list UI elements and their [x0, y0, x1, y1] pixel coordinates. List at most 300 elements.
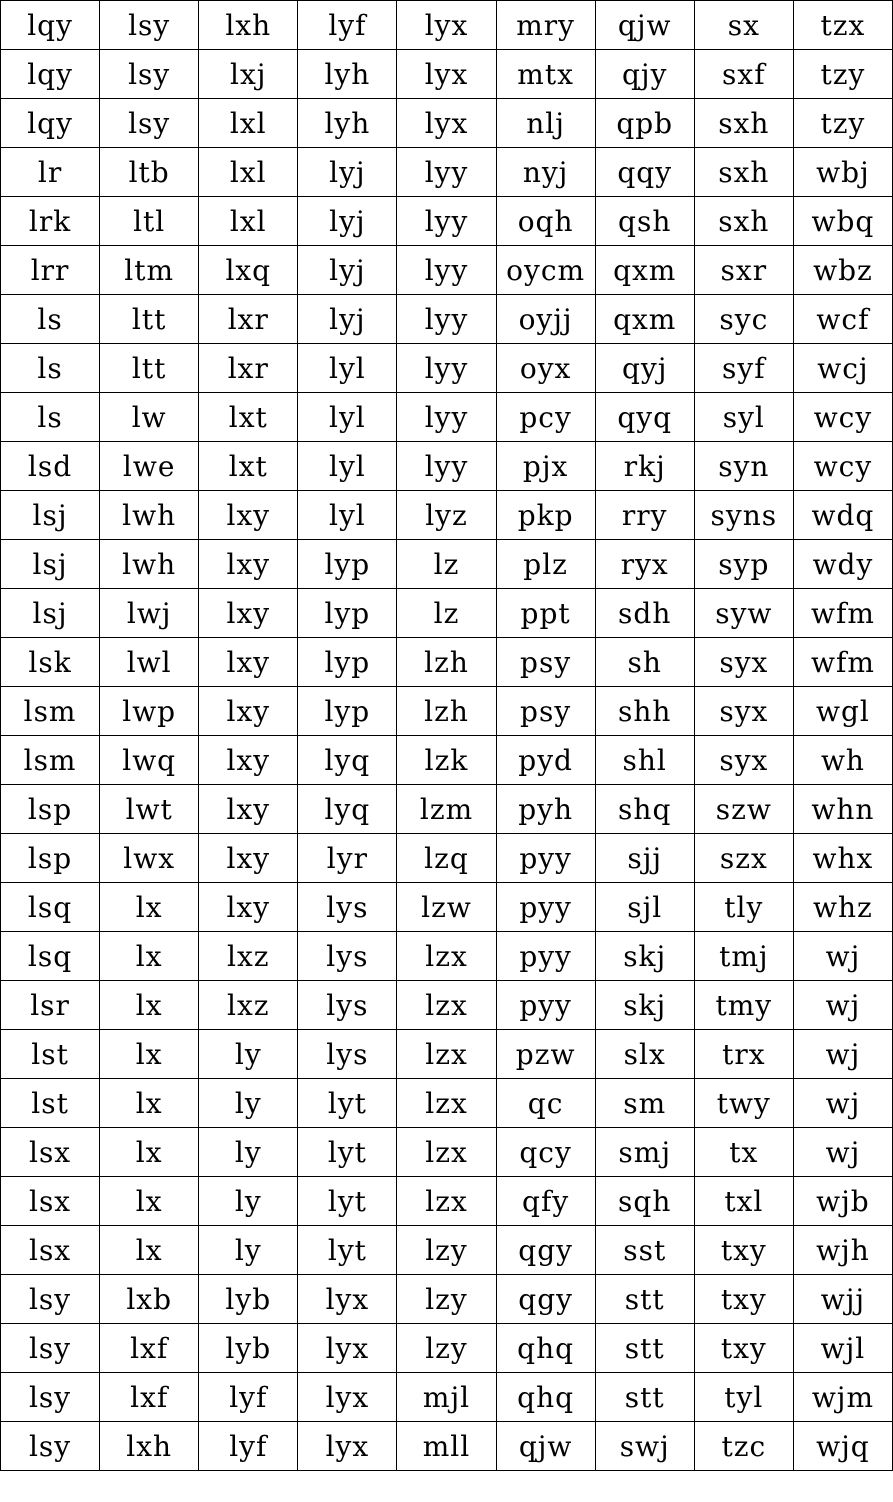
table-cell: ly: [199, 1128, 298, 1177]
table-cell: lys: [298, 883, 397, 932]
table-cell: lyp: [298, 589, 397, 638]
table-cell: qhq: [496, 1324, 595, 1373]
table-cell: oyjj: [496, 295, 595, 344]
table-cell: lsx: [1, 1128, 100, 1177]
table-cell: lzx: [397, 932, 496, 981]
table-cell: stt: [595, 1275, 694, 1324]
table-cell: lxl: [199, 197, 298, 246]
table-row: [1, 687, 893, 736]
table-row: [1, 491, 893, 540]
table-cell: tzy: [793, 50, 892, 99]
table-row: [1, 246, 893, 295]
table-cell: ls: [1, 393, 100, 442]
table-cell: lyf: [298, 1, 397, 50]
table-cell: ltb: [100, 148, 199, 197]
table-cell: sjj: [595, 834, 694, 883]
table-cell: lyx: [298, 1275, 397, 1324]
table-cell: lsj: [1, 540, 100, 589]
table-cell: mll: [397, 1422, 496, 1471]
table-cell: pyy: [496, 883, 595, 932]
table-cell: wjj: [793, 1275, 892, 1324]
table-cell: lyr: [298, 834, 397, 883]
table-row: [1, 883, 893, 932]
table-cell: lyq: [298, 736, 397, 785]
table-cell: tly: [694, 883, 793, 932]
table-row: [1, 981, 893, 1030]
table-cell: pyd: [496, 736, 595, 785]
table-row: [1, 1177, 893, 1226]
table-cell: lxz: [199, 981, 298, 1030]
table-cell: lyf: [199, 1373, 298, 1422]
table-row: [1, 1373, 893, 1422]
table-cell: lyx: [397, 1, 496, 50]
table-row: [1, 1324, 893, 1373]
table-row: [1, 393, 893, 442]
table-cell: lyj: [298, 197, 397, 246]
table-cell: lrk: [1, 197, 100, 246]
table-cell: wj: [793, 1030, 892, 1079]
table-cell: wj: [793, 1079, 892, 1128]
table-cell: syn: [694, 442, 793, 491]
table-cell: slx: [595, 1030, 694, 1079]
table-cell: lzx: [397, 981, 496, 1030]
table-cell: pjx: [496, 442, 595, 491]
table-cell: lxb: [100, 1275, 199, 1324]
table-cell: qxm: [595, 295, 694, 344]
table-cell: sh: [595, 638, 694, 687]
table-cell: pcy: [496, 393, 595, 442]
table-cell: lyy: [397, 442, 496, 491]
table-cell: swj: [595, 1422, 694, 1471]
table-cell: qcy: [496, 1128, 595, 1177]
table-cell: lqy: [1, 1, 100, 50]
table-row: [1, 1030, 893, 1079]
table-cell: lx: [100, 1128, 199, 1177]
table-cell: lzy: [397, 1226, 496, 1275]
table-cell: whx: [793, 834, 892, 883]
table-row: [1, 834, 893, 883]
table-cell: syns: [694, 491, 793, 540]
table-cell: lyx: [397, 99, 496, 148]
table-cell: lx: [100, 1079, 199, 1128]
table-cell: wjl: [793, 1324, 892, 1373]
table-cell: syx: [694, 736, 793, 785]
table-cell: txy: [694, 1275, 793, 1324]
table-cell: ly: [199, 1030, 298, 1079]
table-cell: syp: [694, 540, 793, 589]
table-cell: qjw: [595, 1, 694, 50]
table-cell: txy: [694, 1226, 793, 1275]
table-row: [1, 197, 893, 246]
table-cell: lzx: [397, 1128, 496, 1177]
table-row: [1, 1128, 893, 1177]
table-cell: qfy: [496, 1177, 595, 1226]
table-cell: tmj: [694, 932, 793, 981]
table-cell: stt: [595, 1373, 694, 1422]
table-cell: lrr: [1, 246, 100, 295]
table-cell: lwh: [100, 491, 199, 540]
table-cell: lxh: [199, 1, 298, 50]
table-cell: lwt: [100, 785, 199, 834]
table-cell: lsy: [1, 1373, 100, 1422]
table-cell: ls: [1, 344, 100, 393]
table-cell: lsy: [1, 1324, 100, 1373]
table-cell: ppt: [496, 589, 595, 638]
table-cell: lyx: [298, 1373, 397, 1422]
table-cell: lzh: [397, 638, 496, 687]
table-cell: lyq: [298, 785, 397, 834]
table-cell: oqh: [496, 197, 595, 246]
table-cell: lsy: [1, 1275, 100, 1324]
table-cell: lzx: [397, 1177, 496, 1226]
table-cell: lxy: [199, 491, 298, 540]
table-cell: lzy: [397, 1324, 496, 1373]
table-row: [1, 736, 893, 785]
table-cell: lzw: [397, 883, 496, 932]
table-cell: lxy: [199, 687, 298, 736]
table-cell: lsj: [1, 491, 100, 540]
table-cell: lr: [1, 148, 100, 197]
table-cell: lyh: [298, 99, 397, 148]
table-cell: lxq: [199, 246, 298, 295]
table-cell: lyx: [298, 1422, 397, 1471]
table-cell: lyy: [397, 393, 496, 442]
table-cell: wj: [793, 1128, 892, 1177]
table-cell: lyt: [298, 1226, 397, 1275]
table-cell: lxl: [199, 99, 298, 148]
table-cell: wcf: [793, 295, 892, 344]
table-cell: lyx: [397, 50, 496, 99]
table-cell: rkj: [595, 442, 694, 491]
table-cell: syx: [694, 638, 793, 687]
table-cell: ryx: [595, 540, 694, 589]
table-cell: wcy: [793, 393, 892, 442]
table-row: [1, 1422, 893, 1471]
table-cell: lyt: [298, 1079, 397, 1128]
table-cell: tzx: [793, 1, 892, 50]
table-cell: wdq: [793, 491, 892, 540]
table-cell: tmy: [694, 981, 793, 1030]
table-cell: lsx: [1, 1177, 100, 1226]
table-cell: lyx: [298, 1324, 397, 1373]
table-cell: lzk: [397, 736, 496, 785]
table-cell: lsq: [1, 883, 100, 932]
table-cell: syl: [694, 393, 793, 442]
table-cell: lz: [397, 589, 496, 638]
table-cell: lz: [397, 540, 496, 589]
table-cell: mjl: [397, 1373, 496, 1422]
table-cell: lwq: [100, 736, 199, 785]
table-cell: lsr: [1, 981, 100, 1030]
table-cell: smj: [595, 1128, 694, 1177]
table-cell: lx: [100, 1177, 199, 1226]
table-row: [1, 295, 893, 344]
table-cell: qyq: [595, 393, 694, 442]
table-cell: lsy: [100, 50, 199, 99]
table-cell: lqy: [1, 50, 100, 99]
table-cell: lyh: [298, 50, 397, 99]
table-cell: lyl: [298, 491, 397, 540]
table-cell: qgy: [496, 1275, 595, 1324]
table-cell: sxh: [694, 197, 793, 246]
table-cell: sxh: [694, 148, 793, 197]
table-cell: lst: [1, 1030, 100, 1079]
table-cell: shq: [595, 785, 694, 834]
table-row: [1, 344, 893, 393]
table-cell: tzy: [793, 99, 892, 148]
table-cell: sm: [595, 1079, 694, 1128]
table-cell: lyz: [397, 491, 496, 540]
table-cell: pyh: [496, 785, 595, 834]
table-cell: lzx: [397, 1079, 496, 1128]
table-cell: lxf: [100, 1373, 199, 1422]
table-cell: syc: [694, 295, 793, 344]
table-cell: lsy: [100, 1, 199, 50]
table-cell: mry: [496, 1, 595, 50]
table-cell: lx: [100, 1030, 199, 1079]
table-cell: mtx: [496, 50, 595, 99]
table-cell: lxy: [199, 785, 298, 834]
table-cell: lzy: [397, 1275, 496, 1324]
table-cell: lsk: [1, 638, 100, 687]
table-cell: lys: [298, 1030, 397, 1079]
table-cell: sx: [694, 1, 793, 50]
table-body: [1, 1, 893, 1471]
table-cell: wfm: [793, 638, 892, 687]
table-cell: txl: [694, 1177, 793, 1226]
table-cell: sjl: [595, 883, 694, 932]
table-cell: sst: [595, 1226, 694, 1275]
table-cell: lxy: [199, 589, 298, 638]
table-cell: lyj: [298, 246, 397, 295]
table-cell: lys: [298, 981, 397, 1030]
table-cell: sqh: [595, 1177, 694, 1226]
table-cell: lsm: [1, 736, 100, 785]
table-cell: wjm: [793, 1373, 892, 1422]
table-cell: lxz: [199, 932, 298, 981]
table-cell: lw: [100, 393, 199, 442]
table-cell: lsq: [1, 932, 100, 981]
table-cell: ltt: [100, 295, 199, 344]
table-cell: lwl: [100, 638, 199, 687]
table-cell: qjw: [496, 1422, 595, 1471]
table-cell: lsy: [100, 99, 199, 148]
table-cell: shl: [595, 736, 694, 785]
table-cell: wj: [793, 932, 892, 981]
table-cell: lwh: [100, 540, 199, 589]
table-cell: lxy: [199, 883, 298, 932]
table-cell: pyy: [496, 834, 595, 883]
table-cell: lyl: [298, 393, 397, 442]
table-cell: qhq: [496, 1373, 595, 1422]
table-cell: wjb: [793, 1177, 892, 1226]
table-cell: lx: [100, 1226, 199, 1275]
table-cell: szw: [694, 785, 793, 834]
table-cell: lsp: [1, 834, 100, 883]
table-cell: ly: [199, 1226, 298, 1275]
table-cell: lxj: [199, 50, 298, 99]
table-row: [1, 50, 893, 99]
table-cell: qxm: [595, 246, 694, 295]
table-cell: skj: [595, 981, 694, 1030]
table-cell: lyp: [298, 687, 397, 736]
table-cell: qgy: [496, 1226, 595, 1275]
table-cell: qsh: [595, 197, 694, 246]
table-cell: lsm: [1, 687, 100, 736]
table-cell: whz: [793, 883, 892, 932]
table-row: [1, 540, 893, 589]
table-row: [1, 589, 893, 638]
table-cell: lyl: [298, 442, 397, 491]
table-cell: plz: [496, 540, 595, 589]
table-cell: wbq: [793, 197, 892, 246]
table-cell: lyt: [298, 1128, 397, 1177]
table-cell: lzh: [397, 687, 496, 736]
table-cell: lyy: [397, 295, 496, 344]
table-cell: rry: [595, 491, 694, 540]
table-cell: ltm: [100, 246, 199, 295]
table-cell: lx: [100, 981, 199, 1030]
table-cell: pzw: [496, 1030, 595, 1079]
table-cell: sxf: [694, 50, 793, 99]
table-cell: wdy: [793, 540, 892, 589]
table-cell: lyj: [298, 148, 397, 197]
table-cell: lxy: [199, 736, 298, 785]
table-cell: lys: [298, 932, 397, 981]
table-cell: pkp: [496, 491, 595, 540]
table-cell: syf: [694, 344, 793, 393]
table-cell: txy: [694, 1324, 793, 1373]
table-cell: sxh: [694, 99, 793, 148]
table-cell: oyx: [496, 344, 595, 393]
table-cell: pyy: [496, 981, 595, 1030]
table-cell: lxy: [199, 540, 298, 589]
table-cell: sdh: [595, 589, 694, 638]
table-cell: lsj: [1, 589, 100, 638]
table-row: [1, 1, 893, 50]
table-cell: tyl: [694, 1373, 793, 1422]
table-cell: lzx: [397, 1030, 496, 1079]
table-cell: qpb: [595, 99, 694, 148]
table-cell: wbz: [793, 246, 892, 295]
table-cell: ly: [199, 1079, 298, 1128]
table-cell: syx: [694, 687, 793, 736]
table-cell: sxr: [694, 246, 793, 295]
table-cell: tx: [694, 1128, 793, 1177]
table-cell: tzc: [694, 1422, 793, 1471]
table-cell: qyj: [595, 344, 694, 393]
table-cell: wcy: [793, 442, 892, 491]
table-cell: syw: [694, 589, 793, 638]
table-row: [1, 442, 893, 491]
table-cell: lxf: [100, 1324, 199, 1373]
table-cell: lyt: [298, 1177, 397, 1226]
table-cell: lsx: [1, 1226, 100, 1275]
table-cell: wj: [793, 981, 892, 1030]
table-row: [1, 785, 893, 834]
table-cell: lzm: [397, 785, 496, 834]
table-cell: lsp: [1, 785, 100, 834]
table-row: [1, 638, 893, 687]
table-row: [1, 932, 893, 981]
table-cell: psy: [496, 638, 595, 687]
table-cell: lwp: [100, 687, 199, 736]
table-cell: lyy: [397, 246, 496, 295]
table-cell: lsd: [1, 442, 100, 491]
table-cell: twy: [694, 1079, 793, 1128]
table-cell: lyy: [397, 148, 496, 197]
table-cell: oycm: [496, 246, 595, 295]
table-row: [1, 1079, 893, 1128]
table-cell: ls: [1, 295, 100, 344]
table-cell: lxr: [199, 344, 298, 393]
table-cell: lxr: [199, 295, 298, 344]
table-cell: qc: [496, 1079, 595, 1128]
table-cell: lzq: [397, 834, 496, 883]
table-cell: wbj: [793, 148, 892, 197]
table-cell: whn: [793, 785, 892, 834]
table-cell: lyp: [298, 638, 397, 687]
table-cell: lx: [100, 932, 199, 981]
table-cell: lyb: [199, 1324, 298, 1373]
table-cell: skj: [595, 932, 694, 981]
table-cell: lst: [1, 1079, 100, 1128]
table-row: [1, 148, 893, 197]
table-cell: lyy: [397, 344, 496, 393]
table-cell: qjy: [595, 50, 694, 99]
table-cell: stt: [595, 1324, 694, 1373]
table-row: [1, 99, 893, 148]
table-cell: lxt: [199, 442, 298, 491]
table-cell: lwj: [100, 589, 199, 638]
table-cell: wjq: [793, 1422, 892, 1471]
table-cell: lxt: [199, 393, 298, 442]
table-cell: lyl: [298, 344, 397, 393]
table-cell: lwx: [100, 834, 199, 883]
table-cell: wh: [793, 736, 892, 785]
table-cell: ly: [199, 1177, 298, 1226]
table-cell: trx: [694, 1030, 793, 1079]
table-cell: nlj: [496, 99, 595, 148]
table-cell: wcj: [793, 344, 892, 393]
table-cell: lxy: [199, 834, 298, 883]
table-cell: psy: [496, 687, 595, 736]
table-cell: qqy: [595, 148, 694, 197]
table-cell: lqy: [1, 99, 100, 148]
table-cell: lyb: [199, 1275, 298, 1324]
table-cell: lyy: [397, 197, 496, 246]
table-cell: lwe: [100, 442, 199, 491]
table-cell: ltt: [100, 344, 199, 393]
table-cell: wfm: [793, 589, 892, 638]
table-cell: wjh: [793, 1226, 892, 1275]
table-cell: lxy: [199, 638, 298, 687]
table-cell: lxl: [199, 148, 298, 197]
table-cell: ltl: [100, 197, 199, 246]
table-cell: lxh: [100, 1422, 199, 1471]
table-cell: nyj: [496, 148, 595, 197]
table-cell: szx: [694, 834, 793, 883]
table-cell: lyj: [298, 295, 397, 344]
table-cell: lx: [100, 883, 199, 932]
table-cell: lyp: [298, 540, 397, 589]
table-cell: pyy: [496, 932, 595, 981]
table-cell: shh: [595, 687, 694, 736]
table-cell: lyf: [199, 1422, 298, 1471]
table-row: [1, 1275, 893, 1324]
table-row: [1, 1226, 893, 1275]
table-cell: lsy: [1, 1422, 100, 1471]
